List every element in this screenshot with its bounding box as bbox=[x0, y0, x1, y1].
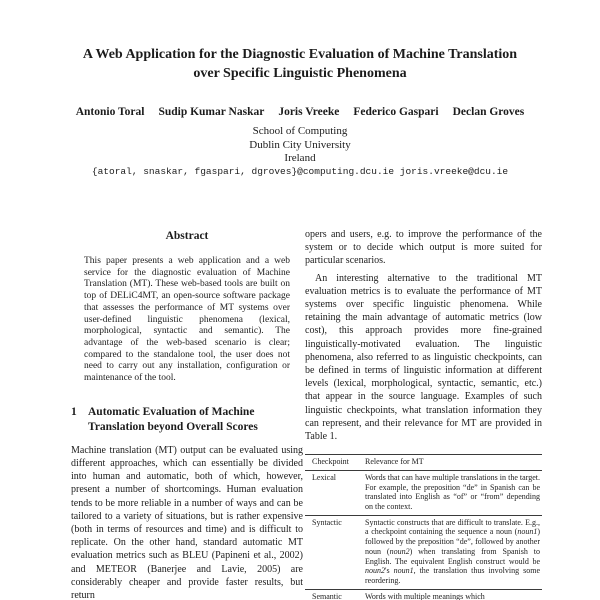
author-name: Sudip Kumar Naskar bbox=[158, 106, 265, 118]
table-cell-checkpoint: Semantic bbox=[312, 591, 342, 600]
right-column-paragraph-2: An interesting alternative to the traditional MT evaluation metrics is to evaluate the performance of MT systems over specific linguistic phenomena. While retaining the main advantage of automatic metrics (low cost), this approach provides more fine-grained linguistically-motivated evaluation. The linguistic phenomena, also referred to as linguistic checkpoints, can be defined in terms of linguistic information at different levels (lexical, morphological, syntactic, semantic, etc.) that appear in the source language. Examples of such linguistic checkpoints, what translation information they can represent, and their relevance for MT are provided in Table 1. bbox=[305, 272, 542, 443]
abstract-body: This paper presents a web application and a web service for the diagnostic evaluation of Machine Translation (MT). These web-based tools are built on top of DELiC4MT, an open-source software package that assesses the performance of MT systems over user-defined linguistic phenomena (lexical, morphological, syntactic and semantic). The advantage of the web-based scenario is clear; compared to the standalone tool, the user does not need to carry out any installation, configuration or maintenance of the tool. bbox=[84, 256, 290, 384]
left-column bbox=[71, 228, 303, 600]
author-name: Antonio Toral bbox=[75, 106, 145, 118]
table-cell-relevance: Words with multiple meanings which bbox=[365, 591, 485, 600]
affiliation-line: Ireland bbox=[284, 152, 316, 164]
author-name: Joris Vreeke bbox=[278, 106, 340, 118]
right-column-paragraph-1: opers and users, e.g. to improve the performance of the system or to decide which output is more suited for particular scenarios. bbox=[305, 229, 542, 267]
paper-title-line1: A Web Application for the Diagnostic Evaluation of Machine Translation bbox=[82, 47, 518, 62]
paper-title-line2: over Specific Linguistic Phenomena bbox=[193, 65, 407, 81]
authors-line bbox=[0, 106, 600, 118]
table-row-syntactic bbox=[305, 516, 542, 590]
abstract-heading: Abstract bbox=[165, 230, 209, 242]
table-header-checkpoint: Checkpoint bbox=[312, 457, 349, 467]
affiliation-line: Dublin City University bbox=[249, 138, 351, 151]
table-cell-relevance: Words that can have multiple translations in the target. For example, the preposition “de” in Spanish can be translated into English as “of” or “from” depending on the context. bbox=[365, 472, 540, 512]
right-column bbox=[305, 228, 542, 600]
table-cell-relevance: Syntactic constructs that are difficult to translate. E.g., a checkpoint containing the sequence a noun (noun1) followed by the preposition “de”, followed by another noun (noun2) when translating from Spanish to English. The equivalent English construct would be noun2's noun1, the translation thus involving some reordering. bbox=[365, 517, 540, 585]
affiliation-block bbox=[0, 125, 600, 166]
table-header-row bbox=[305, 455, 542, 471]
section-1-body: Machine translation (MT) output can be evaluated using different approaches, which can essentially be divided into human and automatic, both of which, however, present a number of shortcomings. Human evaluation tends to be more reliable in a number of ways and can be tailored to a variety of situations, but is rather expensive (both in terms of resources and time) and is difficult to replicate. On the other hand, standard automatic MT evaluation metrics such as BLEU (Papineni et al., 2002) and METEOR (Banerjee and Lavie, 2005) are considerably cheaper and provide faster results, but return bbox=[71, 444, 303, 600]
table-row-semantic bbox=[305, 590, 542, 600]
email-line: {atoral, snaskar, fgaspari, dgroves}@computing.dcu.ie joris.vreeke@dcu.ie bbox=[91, 166, 509, 177]
paper-title bbox=[0, 46, 600, 83]
author-name: Declan Groves bbox=[452, 106, 525, 118]
checkpoint-table bbox=[305, 454, 542, 600]
table-row-lexical bbox=[305, 471, 542, 516]
author-name: Federico Gaspari bbox=[353, 106, 439, 118]
affiliation-line: School of Computing bbox=[252, 125, 348, 137]
table-cell-checkpoint: Syntactic bbox=[312, 517, 342, 527]
table-header-relevance: Relevance for MT bbox=[365, 457, 424, 467]
section-title: Automatic Evaluation of Machine Translation beyond Overall Scores bbox=[88, 405, 258, 433]
section-number: 1 bbox=[71, 405, 77, 418]
table-cell-checkpoint: Lexical bbox=[312, 472, 336, 482]
section-1-heading bbox=[71, 405, 303, 435]
